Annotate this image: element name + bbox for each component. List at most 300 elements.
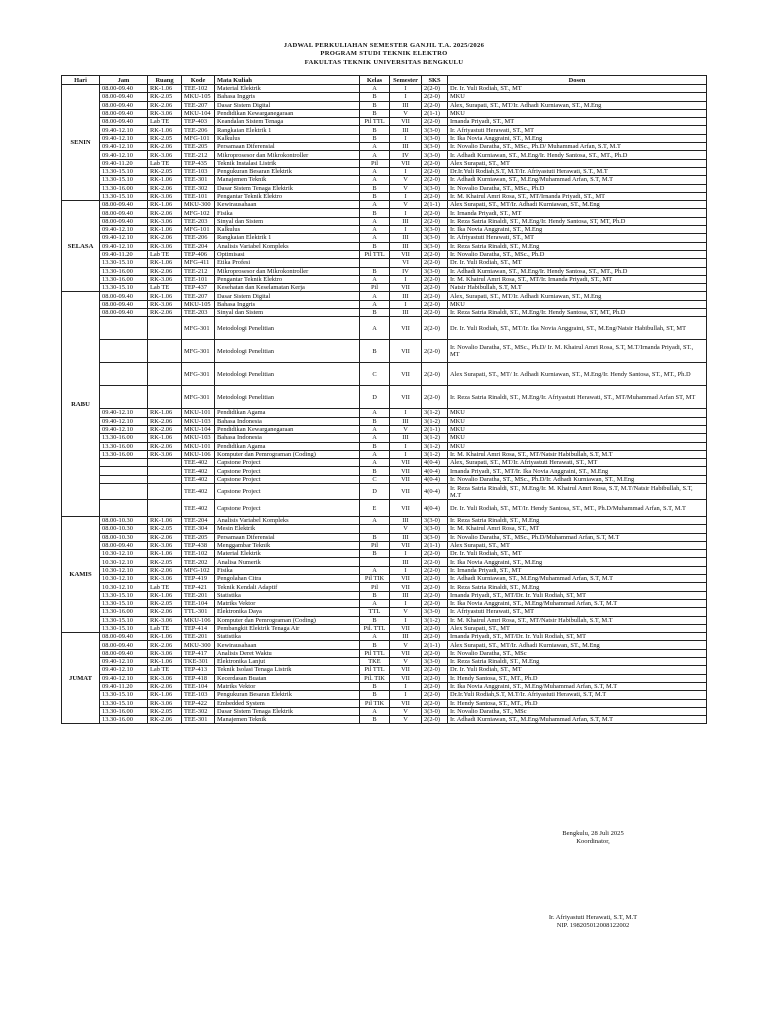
lecturer-cell: Ir. Reza Satria Rinaldi, ST., M.Eng bbox=[448, 583, 707, 591]
credits-cell: 2(2-0) bbox=[422, 292, 448, 300]
code-cell: TEE-206 bbox=[182, 126, 215, 134]
room-cell: RK-3.06 bbox=[148, 674, 182, 682]
room-cell: RK-1.06 bbox=[148, 550, 182, 558]
lecturer-cell: Ir. Novalio Daratha, ST., MSc bbox=[448, 649, 707, 657]
table-row bbox=[62, 516, 707, 524]
col-header-semester: Semester bbox=[390, 76, 422, 85]
credits-cell: 3(1-2) bbox=[422, 442, 448, 450]
col-header-jam: Jam bbox=[100, 76, 148, 85]
room-cell: RK-2.06 bbox=[148, 309, 182, 317]
table-row bbox=[62, 234, 707, 242]
credits-cell: 3(3-0) bbox=[422, 267, 448, 275]
table-row bbox=[62, 459, 707, 467]
code-cell: MFG-102 bbox=[182, 209, 215, 217]
class-cell: B bbox=[360, 184, 390, 192]
course-cell: Sinyal dan Sistem bbox=[215, 217, 360, 225]
credits-cell: 2(2-0) bbox=[422, 558, 448, 566]
code-cell: TEP-435 bbox=[182, 159, 215, 167]
signer-role: Koordinator, bbox=[576, 838, 610, 845]
course-cell: Bahasa Indonesia bbox=[215, 417, 360, 425]
semester-cell: IV bbox=[390, 151, 422, 159]
credits-cell: 3(3-0) bbox=[422, 134, 448, 142]
time-cell: 13.30-15.10 bbox=[100, 591, 148, 599]
document-title: JADWAL PERKULIAHAN SEMESTER GANJIL T.A. 2025/2026 bbox=[283, 42, 485, 49]
class-cell: B bbox=[360, 442, 390, 450]
semester-cell: I bbox=[390, 275, 422, 283]
time-cell: 09.40-12.10 bbox=[100, 234, 148, 242]
table-row bbox=[62, 201, 707, 209]
time-cell: 08.00-09.40 bbox=[100, 101, 148, 109]
time-cell: 13.30-15.10 bbox=[100, 284, 148, 292]
room-cell: RK-1.06 bbox=[148, 176, 182, 184]
credits-cell: 3(1-2) bbox=[422, 417, 448, 425]
credits-cell: 2(2-0) bbox=[422, 340, 448, 363]
time-cell: 09.40-11.20 bbox=[100, 250, 148, 258]
room-cell: RK-1.06 bbox=[148, 516, 182, 524]
time-cell: 09.40-11.20 bbox=[100, 159, 148, 167]
col-header-dosen: Dosen bbox=[448, 76, 707, 85]
lecturer-cell: Ir. Adhadi Kurniawan, ST., M.Eng/Muhammad Arfan, S.T, M.T bbox=[448, 575, 707, 583]
room-cell bbox=[148, 467, 182, 475]
room-cell: RK-2.06 bbox=[148, 101, 182, 109]
lecturer-cell: Irnanda Priyadi, ST., MT bbox=[448, 118, 707, 126]
table-row bbox=[62, 500, 707, 517]
credits-cell: 2(2-0) bbox=[422, 167, 448, 175]
time-cell: 13.30-16.00 bbox=[100, 716, 148, 724]
class-cell: A bbox=[360, 292, 390, 300]
course-cell: Pendidikan Kewarganegaraan bbox=[215, 109, 360, 117]
semester-cell: VII bbox=[390, 483, 422, 500]
room-cell: RK-2.05 bbox=[148, 134, 182, 142]
code-cell: TEE-103 bbox=[182, 167, 215, 175]
time-cell: 09.40-12.10 bbox=[100, 226, 148, 234]
code-cell: TEE-212 bbox=[182, 151, 215, 159]
course-cell: Bahasa Inggris bbox=[215, 93, 360, 101]
code-cell: MFG-101 bbox=[182, 134, 215, 142]
course-cell: Metodologi Penelitian bbox=[215, 386, 360, 409]
course-cell: Metodologi Penelitian bbox=[215, 340, 360, 363]
table-row bbox=[62, 101, 707, 109]
col-header-mata-kuliah: Mata Kuliah bbox=[215, 76, 360, 85]
credits-cell: 2(2-0) bbox=[422, 583, 448, 591]
class-cell: B bbox=[360, 616, 390, 624]
course-cell: Metodologi Penelitian bbox=[215, 317, 360, 340]
room-cell: Lab TE bbox=[148, 666, 182, 674]
code-cell: MKU-104 bbox=[182, 109, 215, 117]
table-row bbox=[62, 666, 707, 674]
lecturer-cell: Ir. Ika Novia Anggraini, ST., M.Eng/Muhammad Arfan, S.T, M.T bbox=[448, 599, 707, 607]
credits-cell: 2(2-0) bbox=[422, 176, 448, 184]
credits-cell: 3(3-0) bbox=[422, 516, 448, 524]
table-row bbox=[62, 633, 707, 641]
semester-cell: VII bbox=[390, 459, 422, 467]
table-row bbox=[62, 259, 707, 267]
lecturer-cell: Ir. Ika Novia Anggraini, ST., M.Eng bbox=[448, 226, 707, 234]
room-cell: RK-3.06 bbox=[148, 541, 182, 549]
semester-cell: I bbox=[390, 300, 422, 308]
lecturer-cell: MKU bbox=[448, 109, 707, 117]
semester-cell: I bbox=[390, 192, 422, 200]
lecturer-cell: Ir. Adhadi Kurniawan, ST., M.Eng/Muhammad Arfan, S.T, M.T bbox=[448, 176, 707, 184]
semester-cell: VII bbox=[390, 340, 422, 363]
time-cell: 08.00-10.30 bbox=[100, 533, 148, 541]
table-row bbox=[62, 682, 707, 690]
col-header-sks: SKS bbox=[422, 76, 448, 85]
table-row bbox=[62, 649, 707, 657]
semester-cell: I bbox=[390, 550, 422, 558]
signature-block-top bbox=[470, 830, 716, 846]
course-cell: Pengukuran Besaran Elektrik bbox=[215, 691, 360, 699]
time-cell: 13.30-16.00 bbox=[100, 442, 148, 450]
course-cell: Dasar Sistem Tenaga Elektrik bbox=[215, 707, 360, 715]
semester-cell: III bbox=[390, 516, 422, 524]
time-cell: 09.40-12.10 bbox=[100, 126, 148, 134]
lecturer-cell: Ir. M. Khairul Amri Rosa, ST., MT/Natsir Habibullah, S.T, M.T bbox=[448, 450, 707, 458]
class-cell: A bbox=[360, 151, 390, 159]
class-cell: A bbox=[360, 226, 390, 234]
semester-cell: V bbox=[390, 425, 422, 433]
course-cell: Manajemen Teknik bbox=[215, 176, 360, 184]
table-row bbox=[62, 641, 707, 649]
course-cell: Elektronika Daya bbox=[215, 608, 360, 616]
semester-cell: VI bbox=[390, 259, 422, 267]
class-cell: Pil TTL bbox=[360, 118, 390, 126]
class-cell: Pil TIK bbox=[360, 699, 390, 707]
lecturer-cell: Ir. Reza Satria Rinaldi, ST., M.Eng bbox=[448, 516, 707, 524]
time-cell: 13.30-16.00 bbox=[100, 275, 148, 283]
semester-cell: III bbox=[390, 292, 422, 300]
time-cell: 13.30-15.10 bbox=[100, 167, 148, 175]
table-row bbox=[62, 425, 707, 433]
class-cell: A bbox=[360, 234, 390, 242]
course-cell: Capstone Project bbox=[215, 500, 360, 517]
semester-cell: VII bbox=[390, 674, 422, 682]
semester-cell: V bbox=[390, 641, 422, 649]
credits-cell: 2(2-0) bbox=[422, 666, 448, 674]
table-row bbox=[62, 442, 707, 450]
time-cell bbox=[100, 317, 148, 340]
credits-cell: 3(3-0) bbox=[422, 525, 448, 533]
time-cell: 09.40-12.10 bbox=[100, 417, 148, 425]
table-row bbox=[62, 434, 707, 442]
room-cell: RK-2.06 bbox=[148, 209, 182, 217]
course-cell: Rangkaian Elektrik 1 bbox=[215, 126, 360, 134]
room-cell: RK-3.06 bbox=[148, 217, 182, 225]
table-row bbox=[62, 143, 707, 151]
code-cell: MKU-106 bbox=[182, 616, 215, 624]
lecturer-cell: Dr. Ir. Yuli Rodiah, ST., MT/Ir. Ika Novia Anggraini, ST., M.Eng/Natsir Habibullah, ST, MT bbox=[448, 317, 707, 340]
lecturer-cell: MKU bbox=[448, 93, 707, 101]
lecturer-cell: Dr.Ir.Yuli Rodiah,S.T, M.T/Ir. Afriyastuti Herawati, S.T, M.T bbox=[448, 691, 707, 699]
semester-cell: I bbox=[390, 226, 422, 234]
code-cell: TEE-205 bbox=[182, 143, 215, 151]
lecturer-cell: Alex Surapati, ST., MT bbox=[448, 159, 707, 167]
room-cell bbox=[148, 363, 182, 386]
time-cell: 09.40-12.10 bbox=[100, 666, 148, 674]
col-header-kode: Kode bbox=[182, 76, 215, 85]
lecturer-cell: Ir. Reza Satria Rinaldi, ST., M.Eng/Ir. Hendy Santosa, ST, MT, Ph.D bbox=[448, 217, 707, 225]
table-row bbox=[62, 300, 707, 308]
code-cell: TEE-301 bbox=[182, 716, 215, 724]
class-cell: TKE bbox=[360, 658, 390, 666]
class-cell: A bbox=[360, 317, 390, 340]
semester-cell: III bbox=[390, 558, 422, 566]
class-cell bbox=[360, 259, 390, 267]
place-date: Bengkulu, 28 Juli 2025 bbox=[562, 830, 624, 837]
col-header-kelas: Kelas bbox=[360, 76, 390, 85]
table-row bbox=[62, 192, 707, 200]
time-cell: 10.30-12.10 bbox=[100, 550, 148, 558]
table-row bbox=[62, 134, 707, 142]
table-row bbox=[62, 417, 707, 425]
table-row bbox=[62, 292, 707, 300]
time-cell: 09.40-11.20 bbox=[100, 682, 148, 690]
table-row bbox=[62, 616, 707, 624]
table-row bbox=[62, 583, 707, 591]
room-cell: RK-3.06 bbox=[148, 109, 182, 117]
time-cell: 09.40-12.10 bbox=[100, 134, 148, 142]
semester-cell: V bbox=[390, 716, 422, 724]
lecturer-cell: Ir. Irnanda Priyadi, ST., MT bbox=[448, 209, 707, 217]
time-cell: 09.40-12.10 bbox=[100, 143, 148, 151]
semester-cell: III bbox=[390, 417, 422, 425]
course-cell: Pembangkit Elektrik Tenaga Air bbox=[215, 624, 360, 632]
room-cell: RK-1.06 bbox=[148, 591, 182, 599]
time-cell: 13.30-15.10 bbox=[100, 691, 148, 699]
lecturer-cell: Ir. Reza Satria Rinaldi, ST., M.Eng/Ir. Hendy Santosa, ST, MT, Ph.D bbox=[448, 309, 707, 317]
lecturer-cell: Ir. Novalio Daratha, ST., MSc bbox=[448, 707, 707, 715]
table-row bbox=[62, 284, 707, 292]
room-cell: RK-3.06 bbox=[148, 649, 182, 657]
time-cell bbox=[100, 483, 148, 500]
semester-cell: V bbox=[390, 201, 422, 209]
code-cell: TEP-421 bbox=[182, 583, 215, 591]
code-cell: TEE-301 bbox=[182, 176, 215, 184]
time-cell: 08.00-09.40 bbox=[100, 649, 148, 657]
credits-cell: 2(2-0) bbox=[422, 550, 448, 558]
lecturer-cell: Alex, Surapati, ST., MT/Ir. Adhadi Kurniawan, ST., M.Eng bbox=[448, 101, 707, 109]
code-cell: TEE-101 bbox=[182, 192, 215, 200]
course-cell: Analisis Variabel Kompleks bbox=[215, 242, 360, 250]
room-cell: RK-2.06 bbox=[148, 566, 182, 574]
lecturer-cell: Alex Surapati, ST., MT/Ir. Adhadi Kurniawan, ST., M.Eng bbox=[448, 641, 707, 649]
semester-cell: I bbox=[390, 682, 422, 690]
room-cell bbox=[148, 475, 182, 483]
table-row bbox=[62, 242, 707, 250]
table-row bbox=[62, 691, 707, 699]
code-cell: TEE-101 bbox=[182, 275, 215, 283]
credits-cell: 4(0-4) bbox=[422, 475, 448, 483]
table-row bbox=[62, 566, 707, 574]
room-cell: Lab TE bbox=[148, 284, 182, 292]
semester-cell: I bbox=[390, 566, 422, 574]
lecturer-cell: MKU bbox=[448, 300, 707, 308]
course-cell: Fisika bbox=[215, 566, 360, 574]
class-cell: B bbox=[360, 591, 390, 599]
lecturer-cell: Ir. Ika Novia Anggraini, ST., M.Eng bbox=[448, 134, 707, 142]
class-cell: A bbox=[360, 176, 390, 184]
semester-cell: III bbox=[390, 591, 422, 599]
room-cell: RK-3.06 bbox=[148, 616, 182, 624]
class-cell: B bbox=[360, 192, 390, 200]
class-cell: B bbox=[360, 126, 390, 134]
class-cell bbox=[360, 525, 390, 533]
credits-cell: 3(3-0) bbox=[422, 184, 448, 192]
time-cell: 13.30-15.10 bbox=[100, 176, 148, 184]
credits-cell: 2(1-1) bbox=[422, 641, 448, 649]
table-row bbox=[62, 209, 707, 217]
credits-cell: 3(1-2) bbox=[422, 616, 448, 624]
time-cell: 08.00-10.30 bbox=[100, 516, 148, 524]
lecturer-cell: Alex Surapati, ST., MT bbox=[448, 541, 707, 549]
code-cell: TEE-201 bbox=[182, 591, 215, 599]
time-cell: 09.40-12.10 bbox=[100, 409, 148, 417]
table-row bbox=[62, 250, 707, 258]
room-cell: RK-2.06 bbox=[148, 533, 182, 541]
lecturer-cell: Alex Surapati, ST., MT/Ir. Adhadi Kurniawan, ST., M.Eng bbox=[448, 201, 707, 209]
table-row bbox=[62, 707, 707, 715]
code-cell: TEE-402 bbox=[182, 467, 215, 475]
code-cell: TEE-205 bbox=[182, 533, 215, 541]
semester-cell: I bbox=[390, 209, 422, 217]
time-cell: 08.00-09.40 bbox=[100, 641, 148, 649]
table-row bbox=[62, 118, 707, 126]
credits-cell: 3(3-0) bbox=[422, 707, 448, 715]
class-cell: A bbox=[360, 707, 390, 715]
course-cell: Bahasa Inggris bbox=[215, 300, 360, 308]
table-row bbox=[62, 591, 707, 599]
time-cell: 13.30-15.10 bbox=[100, 616, 148, 624]
room-cell: RK-3.06 bbox=[148, 300, 182, 308]
table-row bbox=[62, 226, 707, 234]
time-cell: 10.30-12.10 bbox=[100, 575, 148, 583]
semester-cell: VII bbox=[390, 159, 422, 167]
room-cell bbox=[148, 459, 182, 467]
time-cell: 13.30-16.00 bbox=[100, 450, 148, 458]
time-cell: 08.00-09.40 bbox=[100, 118, 148, 126]
time-cell bbox=[100, 467, 148, 475]
semester-cell: III bbox=[390, 217, 422, 225]
time-cell: 13.30-15.10 bbox=[100, 599, 148, 607]
room-cell: RK-3.06 bbox=[148, 575, 182, 583]
room-cell: RK-2.06 bbox=[148, 716, 182, 724]
time-cell: 10.30-12.10 bbox=[100, 566, 148, 574]
time-cell: 13.30-16.00 bbox=[100, 608, 148, 616]
code-cell: MFG-411 bbox=[182, 259, 215, 267]
room-cell: RK-2.05 bbox=[148, 599, 182, 607]
class-cell: A bbox=[360, 516, 390, 524]
table-row bbox=[62, 267, 707, 275]
lecturer-cell: Ir. Irnanda Priyadi, ST., MT bbox=[448, 566, 707, 574]
code-cell: MKU-103 bbox=[182, 417, 215, 425]
class-cell: A bbox=[360, 450, 390, 458]
course-cell: Sinyal dan Sistem bbox=[215, 309, 360, 317]
class-cell: B bbox=[360, 340, 390, 363]
table-row bbox=[62, 85, 707, 93]
semester-cell: VII bbox=[390, 250, 422, 258]
course-cell: Kewirausahaan bbox=[215, 201, 360, 209]
code-cell: TEP-438 bbox=[182, 541, 215, 549]
table-row bbox=[62, 126, 707, 134]
credits-cell: 2(1-1) bbox=[422, 425, 448, 433]
code-cell: TEP-422 bbox=[182, 699, 215, 707]
class-cell: A bbox=[360, 434, 390, 442]
credits-cell: 2(1-1) bbox=[422, 201, 448, 209]
table-row bbox=[62, 533, 707, 541]
table-header-row bbox=[62, 76, 707, 85]
room-cell: RK-1.06 bbox=[148, 434, 182, 442]
room-cell: RK-2.06 bbox=[148, 234, 182, 242]
class-cell: B bbox=[360, 101, 390, 109]
code-cell: TEE-203 bbox=[182, 217, 215, 225]
time-cell: 08.00-09.40 bbox=[100, 209, 148, 217]
time-cell bbox=[100, 459, 148, 467]
time-cell bbox=[100, 386, 148, 409]
course-cell: Kalkulus bbox=[215, 134, 360, 142]
semester-cell: III bbox=[390, 309, 422, 317]
semester-cell: III bbox=[390, 242, 422, 250]
code-cell: TEE-102 bbox=[182, 85, 215, 93]
table-row bbox=[62, 386, 707, 409]
table-row bbox=[62, 716, 707, 724]
class-cell: B bbox=[360, 267, 390, 275]
lecturer-cell: Ir. Adhadi Kurniawan, ST., M.Eng/Ir. Hendy Santosa, ST., MT., Ph.D bbox=[448, 267, 707, 275]
time-cell: 08.00-09.40 bbox=[100, 85, 148, 93]
class-cell: B bbox=[360, 417, 390, 425]
room-cell bbox=[148, 386, 182, 409]
time-cell: 08.00-09.40 bbox=[100, 201, 148, 209]
semester-cell: III bbox=[390, 234, 422, 242]
room-cell: Lab TE bbox=[148, 250, 182, 258]
code-cell: TEE-402 bbox=[182, 459, 215, 467]
lecturer-cell: Alex Surapati, ST., MT/ Ir. Adhadi Kurniawan, ST., M.Eng/Ir. Hendy Santosa, ST., MT., Ph.D bbox=[448, 363, 707, 386]
course-cell: Kecerdasan Buatan bbox=[215, 674, 360, 682]
table-row bbox=[62, 151, 707, 159]
course-cell: Teknik Instalasi Listrik bbox=[215, 159, 360, 167]
class-cell: B bbox=[360, 242, 390, 250]
semester-cell: III bbox=[390, 126, 422, 134]
room-cell: RK-1.06 bbox=[148, 633, 182, 641]
semester-cell: VII bbox=[390, 386, 422, 409]
credits-cell: 3(3-0) bbox=[422, 533, 448, 541]
semester-cell: VII bbox=[390, 699, 422, 707]
semester-cell: I bbox=[390, 599, 422, 607]
lecturer-cell: MKU bbox=[448, 409, 707, 417]
credits-cell: 2(2-0) bbox=[422, 118, 448, 126]
semester-cell: IV bbox=[390, 267, 422, 275]
table-row bbox=[62, 525, 707, 533]
course-cell: Mikroprosesor dan Mikrokontroller bbox=[215, 151, 360, 159]
room-cell: RK-3.06 bbox=[148, 699, 182, 707]
semester-cell: I bbox=[390, 691, 422, 699]
semester-cell: VII bbox=[390, 541, 422, 549]
code-cell: MKU-105 bbox=[182, 93, 215, 101]
semester-cell: III bbox=[390, 434, 422, 442]
class-cell: B bbox=[360, 467, 390, 475]
semester-cell: VII bbox=[390, 475, 422, 483]
course-cell: Komputer dan Pemrograman (Coding) bbox=[215, 450, 360, 458]
time-cell: 08.00-09.40 bbox=[100, 541, 148, 549]
day-cell: SELASA bbox=[62, 201, 100, 292]
credits-cell: 3(1-2) bbox=[422, 409, 448, 417]
course-cell: Capstone Project bbox=[215, 459, 360, 467]
room-cell: RK-2.06 bbox=[148, 442, 182, 450]
semester-cell: VII bbox=[390, 583, 422, 591]
class-cell: B bbox=[360, 309, 390, 317]
course-cell: Pendidikan Kewarganegaraan bbox=[215, 425, 360, 433]
semester-cell: VII bbox=[390, 649, 422, 657]
lecturer-cell: Ir. Hendy Santosa, ST., MT., Ph.D bbox=[448, 674, 707, 682]
